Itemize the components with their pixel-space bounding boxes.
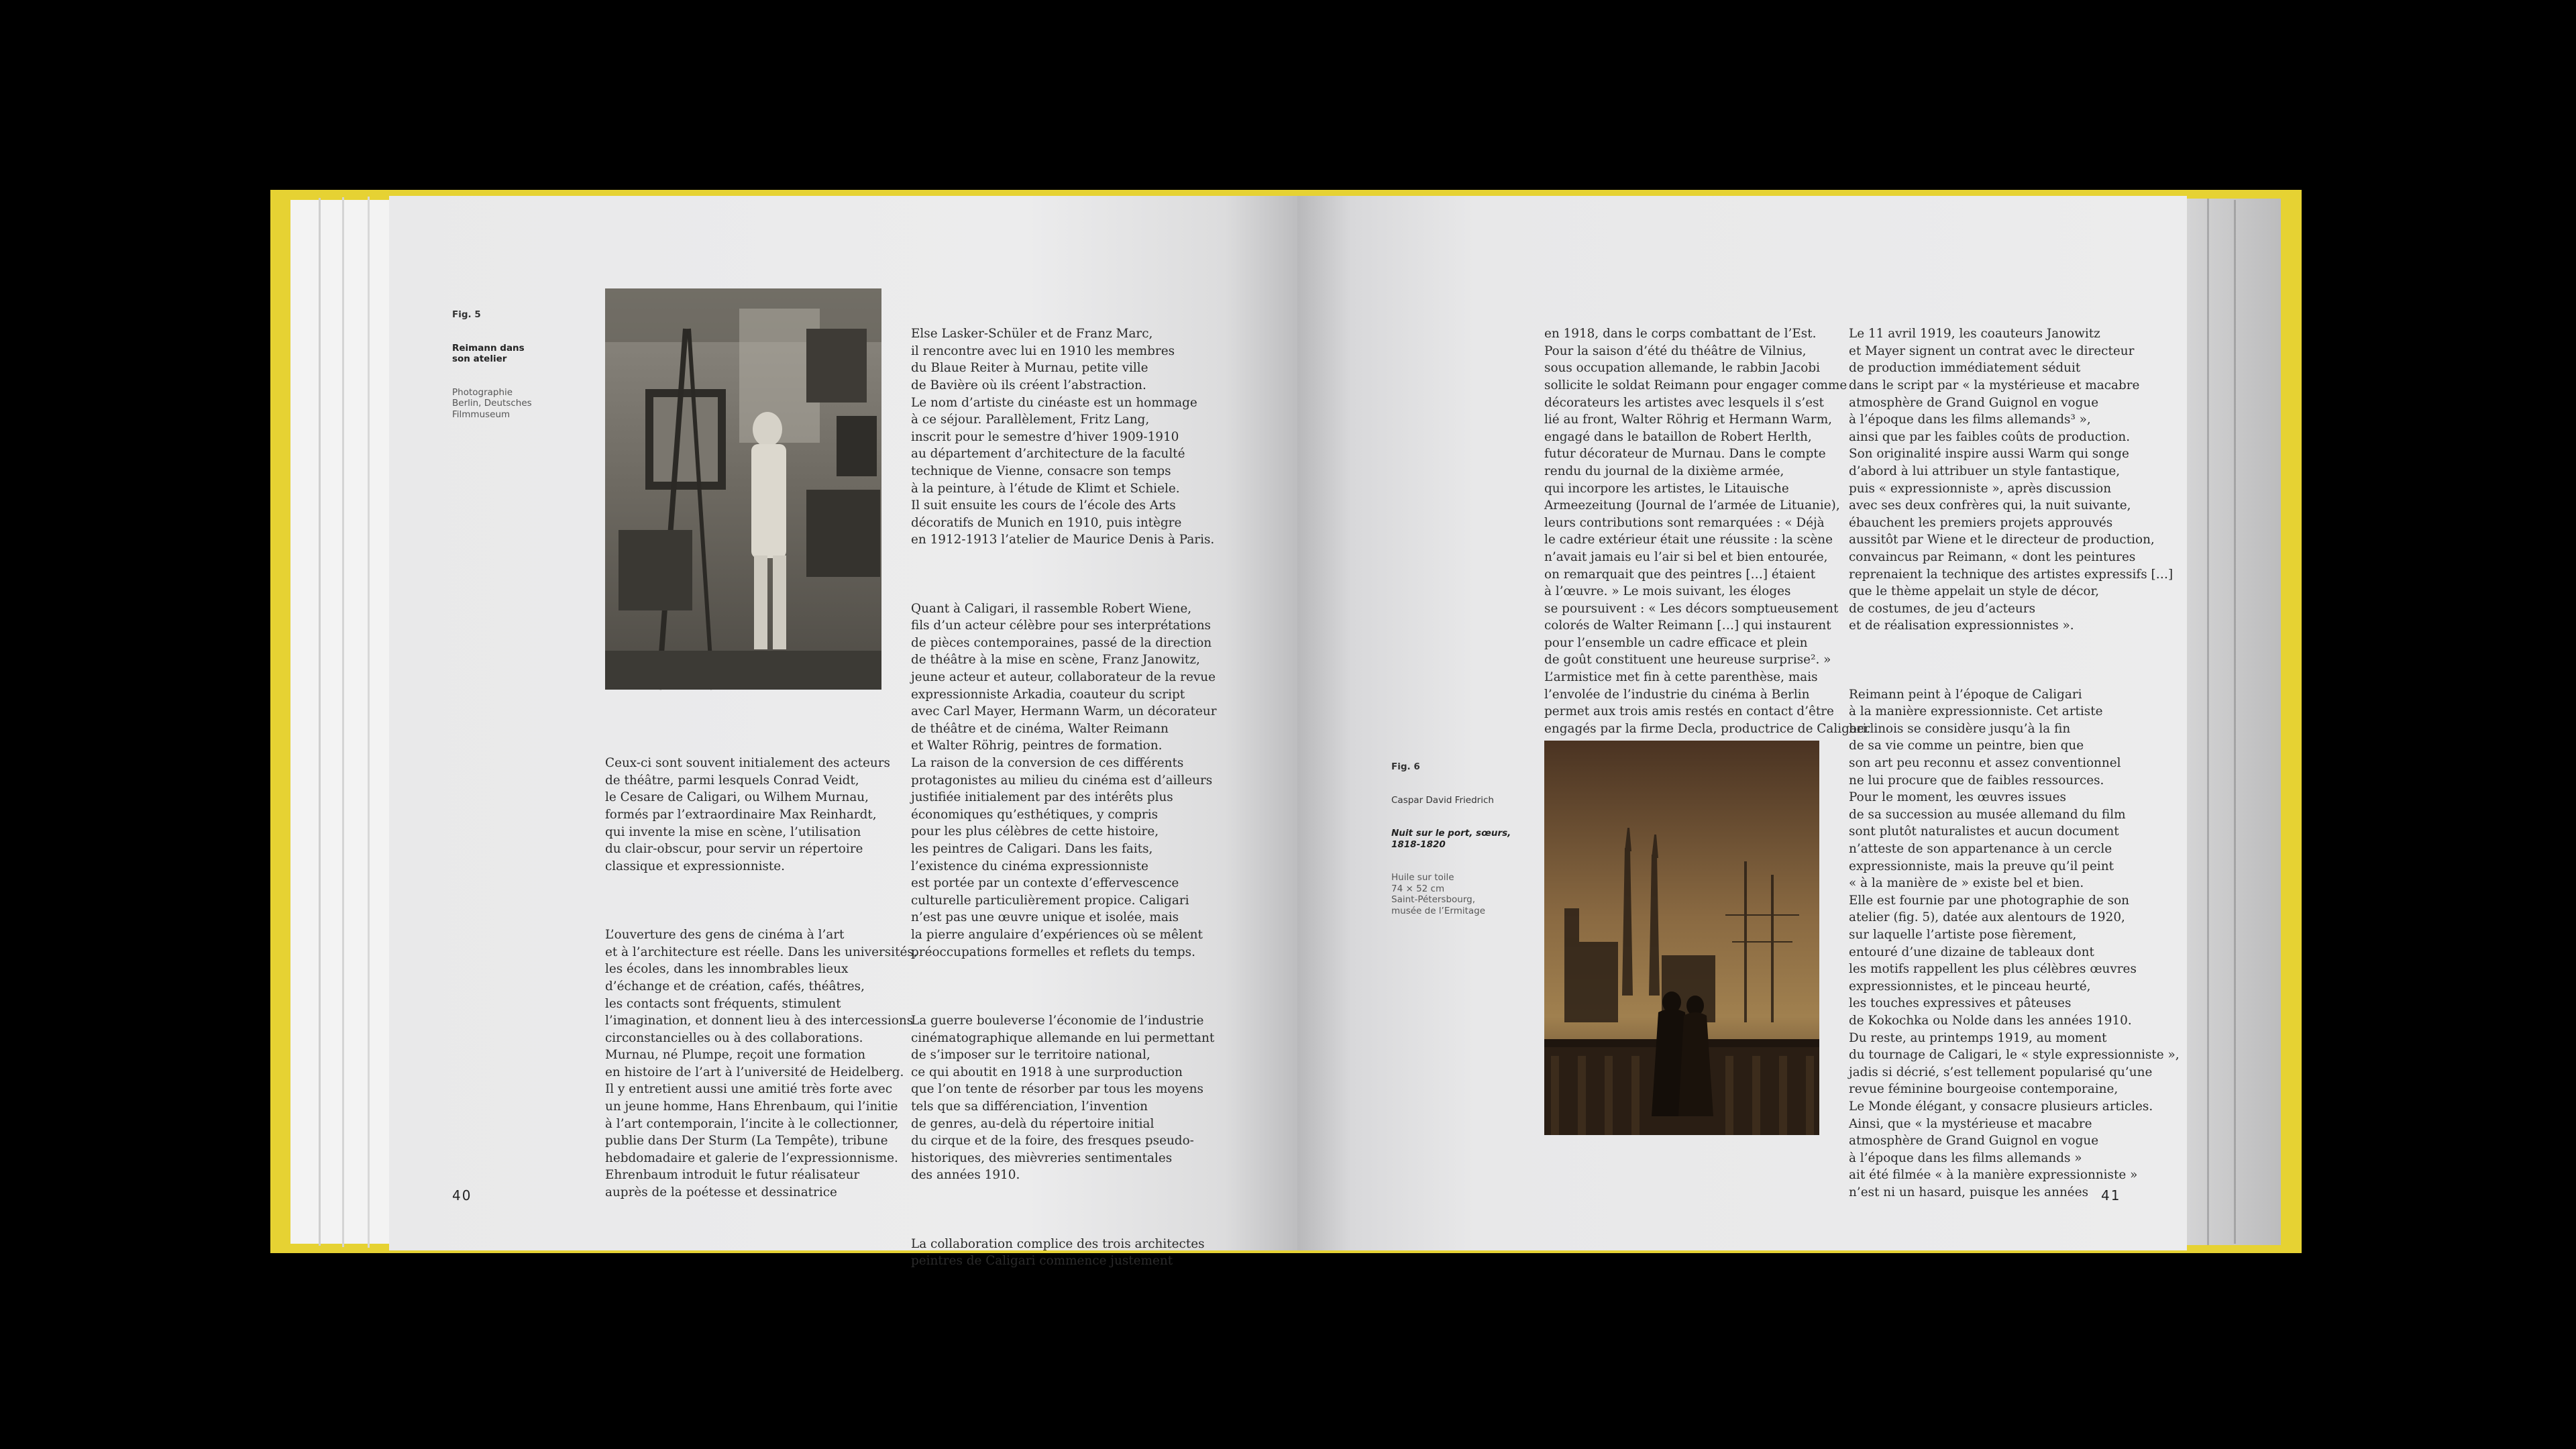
left-page-edge-line <box>368 197 370 1248</box>
fig5-details: Photographie Berlin, Deutsches Filmmuseum <box>452 386 532 420</box>
fig6-caption <box>1391 739 1511 938</box>
fig5-title: Reimann dans son atelier <box>452 342 525 364</box>
paragraph: Le 11 avril 1919, les coauteurs Janowitz et Mayer signent un contrat avec le directeur de production immédiatement séduit dans le script par « la mystérieuse et macabre atmosphère de Grand Guignol en vogue à l’époque dans les films allemands³ », ainsi que par les faibles coûts de production. Son originalité inspire aussi Warm qui songe d’abord à lui attribuer un style fantastique, puis « expressionniste », après discussion avec ses deux confrères qui, la nuit suivante, ébauchent les premiers projets approuvés aussitôt par Wiene et le directeur de production, convaincus par Reimann, « dont les peintures reprenaient la technique des artistes expressifs […] que le thème appelait un style de décor, de costumes, de jeu d’acteurs et de réalisation expressionnistes ». <box>1849 327 2174 633</box>
right-page-edge-line <box>2207 199 2209 1245</box>
paragraph: Ceux-ci sont souvent initialement des acteurs de théâtre, parmi lesquels Conrad Veidt, le Cesare de Caligari, ou Wilhem Murnau, formés par l’extraordinaire Max Reinhardt, qui invente la mise en scène, l’utilisation du clair-obscur, pour servir un répertoire classique et expressionniste. <box>605 756 890 873</box>
left-page-edge-line <box>342 197 344 1247</box>
right-page-edge-line <box>2234 200 2236 1244</box>
page-number-left: 40 <box>452 1187 472 1203</box>
fig5-label: Fig. 5 <box>452 309 481 320</box>
paragraph: La guerre bouleverse l’économie de l’industrie cinématographique allemande en lui permettant de s’imposer sur le territoire national, ce qui aboutit en 1918 à une surproduction que l’on tente de résorber par tous les moyens tels que sa différenciation, l’invention de genres, au-delà du répertoire initial du cirque et de la foire, des fresques pseudo- historiques, des mièvreries sentimentales des années 1910. <box>911 1013 1215 1183</box>
fig6-label: Fig. 6 <box>1391 761 1420 772</box>
fig5-caption <box>452 287 532 442</box>
fig6-painting <box>1544 741 1819 1135</box>
left-page-edges <box>290 200 398 1244</box>
fig6-title: Nuit sur le port, sœurs, 1818-1820 <box>1391 828 1511 850</box>
fig5-photograph <box>605 288 881 690</box>
paragraph: La collaboration complice des trois architectes peintres de Caligari commence justement <box>911 1236 1205 1269</box>
left-page-edge-line <box>319 198 321 1246</box>
right-column-a <box>1544 291 1870 789</box>
left-page <box>389 196 1297 1269</box>
left-column-b <box>911 291 1217 1322</box>
paragraph: L’ouverture des gens de cinéma à l’art et à l’architecture est réelle. Dans les universités, les écoles, dans les innombrables lieux d’échange et de création, cafés, théâtres, les contacts sont fréquents, stimulent l’imagination, et donnent lieu à des intercessions circonstancielles ou à des collaborations. Murnau, né Plumpe, reçoit une formation en histoire de l’art à l’université de Heidelberg. Il y entretient aussi une amitié très forte avec un jeune homme, Hans Ehrenbaum, qui l’initie à l’art contemporain, l’incite à le collectionner, publie dans Der Sturm (La Tempête), tribune hebdomadaire et galerie de l’expressionnisme. Ehrenbaum introduit le futur réalisateur auprès de la poétesse et dessinatrice <box>605 928 918 1200</box>
right-column-b <box>1849 291 2180 1252</box>
paragraph: Reimann peint à l’époque de Caligari à la manière expressionniste. Cet artiste berlinois se considère jusqu’à la fin de sa vie comme un peintre, bien que son art peu reconnu et assez conventionnel ne lui procure que de faibles ressources. Pour le moment, les œuvres issues de sa succession au musée allemand du film sont plutôt naturalistes et aucun document n’atteste de son appartenance à un cercle expressionniste, mais la preuve qu’il peint « à la manière de » existe bel et bien. Elle est fournie par une photographie de son atelier (fig. 5), datée aux alentours de 1920, sur laquelle l’artiste pose fièrement, entouré d’une dizaine de tableaux dont les motifs rappellent les plus célèbres œuvres expressionnistes, et le pinceau heurté, les touches expressives et pâteuses de Kokochka ou Nolde dans les années 1910. Du reste, au printemps 1919, au moment du tournage de Caligari, le « style expressionniste », jadis si décrié, s’est tellement popularisé qu’une revue féminine bourgeoise contemporaine, Le Monde élégant, y consacre plusieurs articles. Ainsi, que « la mystérieuse et macabre atmosphère de Grand Guignol en vogue à l’époque dans les films allemands » ait été filmée « à la manière expressionniste » n’est ni un hasard, puisque les années <box>1849 687 2180 1199</box>
right-page-edges <box>2174 199 2281 1245</box>
page-number-right: 41 <box>2101 1187 2121 1203</box>
fig6-artist: Caspar David Friedrich <box>1391 794 1494 806</box>
paragraph: Quant à Caligari, il rassemble Robert Wiene, fils d’un acteur célèbre pour ses interprétations de pièces contemporaines, passé de la direction de théâtre à la mise en scène, Franz Janowitz, jeune acteur et auteur, collaborateur de la revue expressionniste Arkadia, coauteur du script avec Carl Mayer, Hermann Warm, un décorateur de théâtre et de cinéma, Walter Reimann et Walter Röhrig, peintres de formation. La raison de la conversion de ces différents protagonistes au milieu du cinéma est d’ailleurs justifiée initialement par des intérêts plus économiques qu’esthétiques, y compris pour les plus célèbres de cette histoire, les peintres de Caligari. Dans les faits, l’existence du cinéma expressionniste est portée par un contexte d’effervescence culturelle particulièrement propice. Caligari n’est pas une œuvre unique et isolée, mais la pierre angulaire d’expériences où se mêlent préoccupations formelles et reflets du temps. <box>911 601 1217 959</box>
left-column-a <box>605 720 918 1252</box>
paragraph: Else Lasker-Schüler et de Franz Marc, il rencontre avec lui en 1910 les membres du Blaue Reiter à Murnau, petite ville de Bavière où ils créent l’abstraction. Le nom d’artiste du cinéaste est un hommage à ce séjour. Parallèlement, Fritz Lang, inscrit pour le semestre d’hiver 1909-1910 au département d’architecture de la faculté technique de Vienne, consacre son temps à la peinture, à l’étude de Klimt et Schiele. Il suit ensuite les cours de l’école des Arts décoratifs de Munich en 1910, puis intègre en 1912-1913 l’atelier de Maurice Denis à Paris. <box>911 327 1215 547</box>
paragraph: en 1918, dans le corps combattant de l’Est. Pour la saison d’été du théâtre de Vilnius, sous occupation allemande, le rabbin Jacobi sollicite le soldat Reimann pour engager comme décorateurs les artistes avec lesquels il s’est lié au front, Walter Röhrig et Hermann Warm, engagé dans le bataillon de Robert Herlth, futur décorateur de Murnau. Dans le compte rendu du journal de la dixième armée, qui incorpore les artistes, le Litauische Armeezeitung (Journal de l’armée de Lituanie), leurs contributions sont remarquées : « Déjà le cadre extérieur était une réussite : la scène n’avait jamais eu l’air si bel et bien entourée, on remarquait que des peintres […] étaient à l’œuvre. » Le mois suivant, les éloges se poursuivent : « Les décors somptueusement colorés de Walter Reimann […] qui instaurent pour l’ensemble un cadre efficace et plein de goût constituent une heureuse surprise². » L’armistice met fin à cette parenthèse, mais l’envolée de l’industrie du cinéma à Berlin permet aux trois amis restés en contact d’être engagés par la firme Decla, productrice de Caligari. <box>1544 327 1871 736</box>
right-page <box>1297 196 2187 1250</box>
fig6-details: Huile sur toile 74 × 52 cm Saint-Pétersbourg, musée de l’Ermitage <box>1391 872 1486 916</box>
